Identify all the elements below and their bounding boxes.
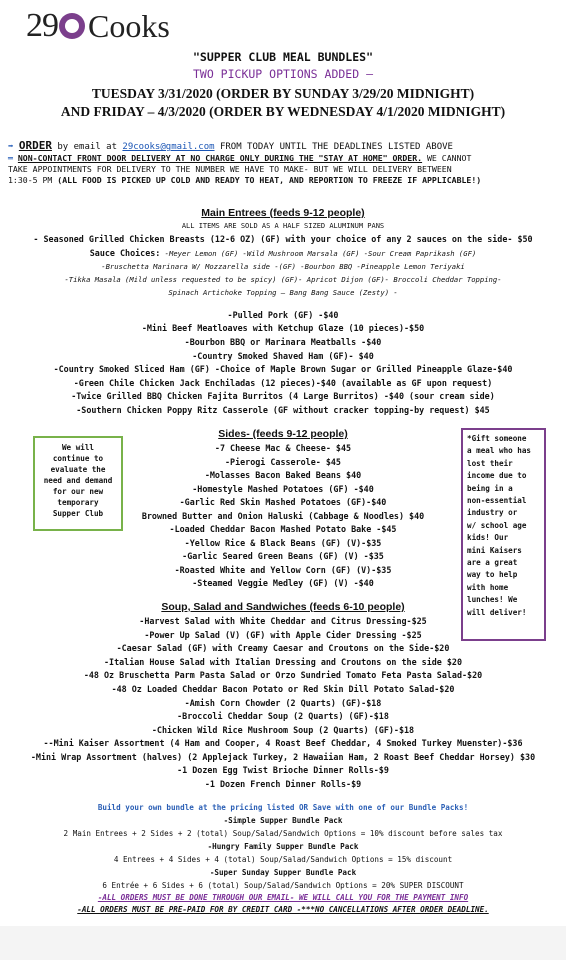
list-item: -Harvest Salad with White Cheddar and Citrus Dressing-$25 — [139, 616, 427, 626]
list-item: -Yellow Rice & Black Beans (GF) (V)-$35 — [184, 538, 382, 548]
email-order-note: -ALL ORDERS MUST BE DONE THROUGH OUR EMAIL- WE WILL CALL YOU FOR THE PAYMENT INFO — [97, 893, 469, 902]
list-item: -Loaded Cheddar Bacon Mashed Potato Bake -$45 — [169, 524, 397, 534]
list-item: -Amish Corn Chowder (2 Quarts) (GF)-$18 — [184, 698, 382, 708]
simple-bundle-desc: 2 Main Entrees + 2 Sides + 2 (total) Soup/Salad/Sandwich Options = 10% discount before sales tax — [63, 829, 503, 838]
list-item: -Southern Chicken Poppy Ritz Casserole (GF without cracker topping-by request) $45 — [76, 405, 490, 415]
plate-icon — [59, 13, 85, 39]
simple-bundle-title: -Simple Supper Bundle Pack — [223, 816, 343, 825]
pickup-notice: TWO PICKUP OPTIONS ADDED – — [192, 67, 373, 81]
order-instructions: ➡ ORDER by email at 29cooks@gmail.com FROM TODAY UNTIL THE DEADLINES LISTED ABOVE — [8, 139, 453, 152]
list-item: -Steamed Veggie Medley (GF) (V) -$40 — [192, 578, 374, 588]
list-item: -Country Smoked Shaved Ham (GF)- $40 — [192, 351, 374, 361]
bundle-intro: Build your own bundle at the pricing listed OR Save with one of our Bundle Packs! — [97, 803, 469, 812]
list-item: -7 Cheese Mac & Cheese- $45 — [214, 443, 352, 453]
list-item: -48 Oz Loaded Cheddar Bacon Potato or Red Skin Dill Potato Salad-$20 — [111, 684, 455, 694]
list-item: -Pulled Pork (GF) -$40 — [227, 310, 339, 320]
logo-number: 29 — [26, 7, 58, 44]
sauce-choices-2: -Bruschetta Marinara W/ Mozzarella side -(GF) -Bourbon BBQ -Pineapple Lemon Teriyaki — [101, 262, 465, 271]
list-item: --Mini Kaiser Assortment (4 Ham and Cooper, 4 Roast Beef Cheddar, 4 Smoked Turkey Muenster)-$36 — [43, 738, 523, 748]
prepaid-note: -ALL ORDERS MUST BE PRE-PAID FOR BY CREDIT CARD -***NO CANCELLATIONS AFTER ORDER DEADLINE. — [77, 905, 489, 914]
list-item: -Chicken Wild Rice Mushroom Soup (2 Quarts) (GF)-$18 — [151, 725, 415, 735]
sauce-choices: Sauce Choices: -Meyer Lemon (GF) -Wild Mushroom Marsala (GF) -Sour Cream Paprikash (GF) — [89, 248, 477, 258]
list-item: -Molasses Bacon Baked Beans $40 — [204, 470, 362, 480]
list-item: -Caesar Salad (GF) with Creamy Caesar and Croutons on the Side-$20 — [116, 643, 450, 653]
list-item: -Garlic Seared Green Beans (GF) (V) -$35 — [182, 551, 384, 561]
delivery-notice: ═ NON-CONTACT FRONT DOOR DELIVERY AT NO CHARGE ONLY DURING THE "STAY AT HOME" ORDER. WE CANNOT TAKE APPOINTMENTS FOR DELIVERY TO THE NUMBER WE HAVE TO MAKE- BUT WE WILL DELIVERY BETWEEN 1:30-5 PM (ALL FOOD IS PICKED UP COLD AND READY TO HEAT, AND REPORTION TO FREEZE IF APPLICABLE!) — [8, 153, 482, 185]
sauce-choices-3: -Tikka Masala (Mild unless requested to be spicy) (GF)- Apricot Dijon (GF)- Broccoli Cheddar Topping- — [64, 275, 502, 284]
dash-icon: ═ — [8, 153, 13, 163]
friday-pickup: AND FRIDAY – 4/3/2020 (ORDER BY WEDNESDAY 4/1/2020 MIDNIGHT) — [60, 104, 506, 119]
logo-word: Cooks — [88, 7, 170, 44]
list-item: -Bourbon BBQ or Marinara Meatballs -$40 — [184, 337, 382, 347]
list-item: -Mini Wrap Assortment (halves) (2 Applejack Turkey, 2 Hawaiian Ham, 2 Roast Beef Cheddar Horsey) $30 — [30, 752, 536, 762]
list-item: -1 Dozen French Dinner Rolls-$9 — [204, 779, 362, 789]
logo — [26, 4, 170, 48]
list-item: -Roasted White and Yellow Corn (GF) (V)-$35 — [174, 565, 392, 575]
gift-meal-box: *Gift someone a meal who has lost their income due to being in a non-essential industry or w/ school age kids! Our mini Kaisers are a great way to help with home lunches! We will deliver! — [461, 428, 546, 641]
list-item: -Mini Beef Meatloaves with Ketchup Glaze (10 pieces)-$50 — [141, 323, 425, 333]
main-entrees-title: Main Entrees (feeds 9-12 people) — [201, 207, 365, 219]
list-item: -Green Chile Chicken Jack Enchiladas (12 pieces)-$40 (available as GF upon request) — [73, 378, 493, 388]
hungry-bundle-desc: 4 Entrees + 4 Sides + 4 (total) Soup/Salad/Sandwich Options = 15% discount — [113, 855, 453, 864]
email-link[interactable]: 29cooks@gmail.com — [122, 142, 215, 152]
sides-title: Sides- (feeds 9-12 people) — [218, 428, 348, 440]
list-item: -Twice Grilled BBQ Chicken Fajita Burritos (4 Large Burritos) -$40 (sour cream side) — [71, 391, 495, 401]
sunday-bundle-title: -Super Sunday Supper Bundle Pack — [209, 868, 357, 877]
supper-club-notice-box: We will continue to evaluate the need and demand for our new temporary Supper Club — [33, 436, 123, 531]
order-label: ORDER — [18, 139, 52, 152]
tuesday-pickup: TUESDAY 3/31/2020 (ORDER BY SUNDAY 3/29/20 MIDNIGHT) — [91, 86, 475, 101]
sauce-choices-4: Spinach Artichoke Topping – Bang Bang Sauce (Zesty) - — [168, 288, 398, 297]
page-title: "SUPPER CLUB MEAL BUNDLES" — [192, 50, 373, 64]
pans-note: ALL ITEMS ARE SOLD AS A HALF SIZED ALUMINUM PANS — [181, 222, 385, 230]
sunday-bundle-desc: 6 Entrée + 6 Sides + 6 (total) Soup/Salad/Sandwich Options = 20% SUPER DISCOUNT — [102, 881, 464, 890]
list-item: -Pierogi Casserole- $45 — [225, 457, 341, 467]
list-item: Browned Butter and Onion Haluski (Cabbage & Noodles) $40 — [141, 511, 425, 521]
list-item: -Homestyle Mashed Potatoes (GF) -$40 — [192, 484, 374, 494]
soup-salad-title: Soup, Salad and Sandwiches (feeds 6-10 people) — [161, 601, 405, 613]
list-item: -Garlic Red Skin Mashed Potatoes (GF)-$40 — [179, 497, 387, 507]
list-item: -1 Dozen Egg Twist Brioche Dinner Rolls-$9 — [177, 765, 389, 775]
list-item: -Broccoli Cheddar Soup (2 Quarts) (GF)-$18 — [177, 711, 389, 721]
list-item: -Power Up Salad (V) (GF) with Apple Cider Dressing -$25 — [144, 630, 422, 640]
grilled-chicken-item: - Seasoned Grilled Chicken Breasts (12-6 OZ) (GF) with your choice of any 2 sauces on the side- $50 — [33, 234, 533, 244]
list-item: -48 Oz Bruschetta Parm Pasta Salad or Orzo Sundried Tomato Feta Pasta Salad-$20 — [83, 670, 483, 680]
hungry-bundle-title: -Hungry Family Supper Bundle Pack — [207, 842, 359, 851]
page-bottom-margin — [0, 926, 566, 960]
list-item: -Italian House Salad with Italian Dressing and Croutons on the side $20 — [104, 657, 462, 667]
arrow-right-icon: ➡ — [8, 142, 14, 152]
list-item: -Country Smoked Sliced Ham (GF) -Choice of Maple Brown Sugar or Grilled Pineapple Glaze-$40 — [53, 364, 513, 374]
